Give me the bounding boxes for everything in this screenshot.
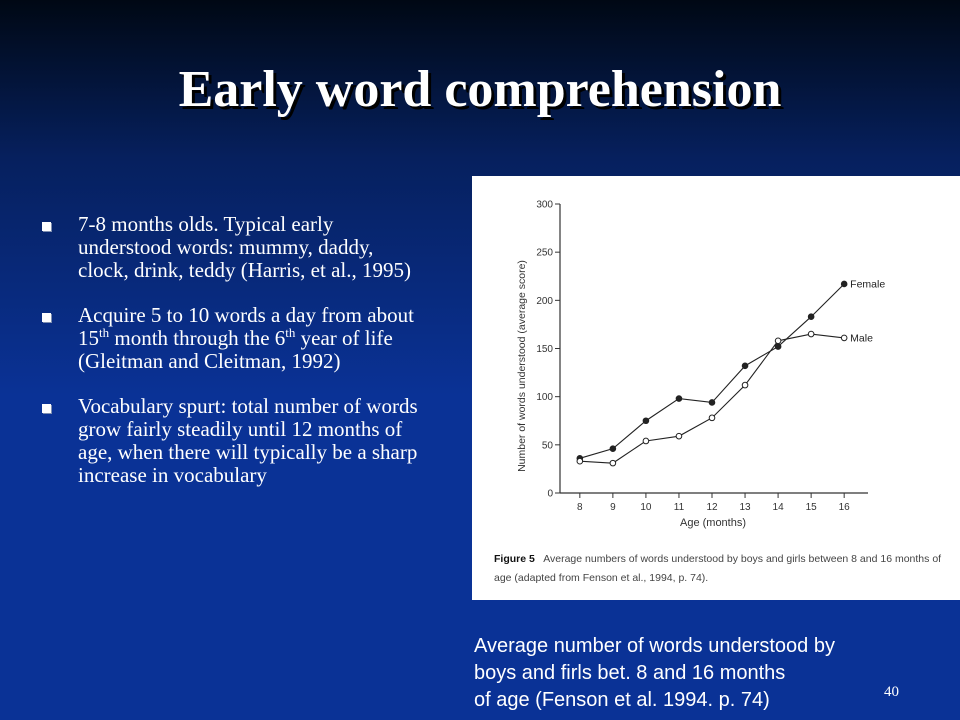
bullet-list — [42, 213, 427, 509]
chart-series — [577, 278, 885, 465]
caption-line: boys and firls bet. 8 and 16 months — [474, 662, 786, 684]
bullet-text: Vocabulary spurt: total number of words grow fairly steadily until 12 months of age, when there will typically be a sharp increase in vocabulary — [78, 394, 418, 487]
y-tick-label: 300 — [536, 199, 553, 211]
bullet-marker — [42, 222, 51, 231]
x-tick-label: 10 — [640, 502, 652, 513]
line-chart — [472, 176, 960, 600]
data-point-male — [742, 382, 748, 388]
series-line-female — [580, 284, 844, 458]
bullet-item — [42, 395, 427, 487]
x-tick-label: 14 — [772, 502, 784, 513]
data-point-male — [841, 335, 847, 341]
y-tick-label: 250 — [536, 247, 553, 259]
x-tick-label: 16 — [838, 502, 850, 513]
x-tick-label: 8 — [577, 502, 583, 513]
y-tick-label: 200 — [536, 295, 553, 307]
chart-ticks — [536, 200, 850, 514]
y-tick-label: 0 — [547, 488, 553, 500]
y-tick-label: 150 — [536, 344, 553, 355]
data-point-male — [709, 415, 715, 421]
bullet-item — [42, 213, 427, 282]
series-label-male: Male — [850, 332, 873, 345]
slide-number: 40 — [884, 684, 899, 700]
data-point-male — [676, 433, 682, 439]
chart-caption — [474, 633, 914, 714]
data-point-female — [841, 281, 847, 287]
bullet-item — [42, 304, 427, 373]
data-point-female — [775, 344, 781, 350]
data-point-female — [676, 396, 682, 402]
bullet-text: Acquire 5 to 10 words a day from about 15th month through the 6th year of life (Gleitman and Cleitman, 1992) — [78, 303, 414, 373]
caption-line: Average number of words understood by — [474, 635, 835, 657]
data-point-female — [742, 363, 748, 369]
data-point-male — [808, 331, 814, 337]
bullet-marker — [42, 313, 51, 322]
data-point-male — [577, 458, 583, 464]
y-axis-label: Number of words understood (average score) — [516, 260, 528, 472]
figure-caption-label: Figure 5 — [494, 553, 535, 565]
data-point-female — [610, 446, 616, 452]
figure-caption-line2: age (adapted from Fenson et al., 1994, p. 74). — [494, 572, 709, 584]
figure-caption — [494, 553, 941, 565]
slide-title: Early word comprehension — [178, 61, 782, 118]
y-tick-label: 100 — [536, 392, 553, 404]
data-point-female — [709, 400, 715, 406]
data-point-male — [643, 438, 649, 444]
x-tick-label: 9 — [610, 502, 616, 513]
x-tick-label: 12 — [706, 502, 718, 513]
data-point-male — [610, 460, 616, 466]
series-label-female: Female — [850, 278, 886, 291]
y-tick-label: 50 — [541, 440, 553, 452]
bullet-text: 7-8 months olds. Typical early understood words: mummy, daddy, clock, drink, teddy (Harris, et al., 1995) — [78, 212, 411, 282]
data-point-female — [808, 314, 814, 320]
data-point-female — [643, 418, 649, 424]
figure-caption-line1: Average numbers of words understood by boys and girls between 8 and 16 months of — [543, 553, 942, 565]
figure-image — [472, 176, 960, 600]
x-tick-label: 13 — [739, 502, 751, 513]
x-tick-label: 15 — [805, 502, 817, 513]
chart-axes — [560, 204, 868, 493]
x-tick-label: 11 — [673, 502, 685, 513]
data-point-male — [775, 338, 781, 344]
bullet-marker — [42, 404, 51, 413]
x-axis-label: Age (months) — [679, 517, 747, 529]
caption-line: of age (Fenson et al. 1994. p. 74) — [474, 689, 770, 711]
